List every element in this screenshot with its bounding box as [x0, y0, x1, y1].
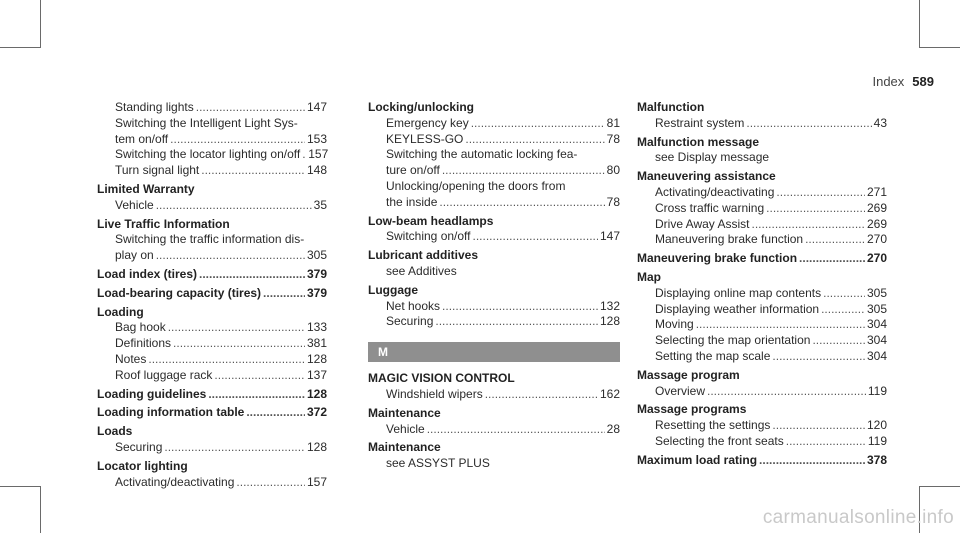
- leader-dots: [766, 201, 865, 217]
- entry-heading: MAGIC VISION CONTROL: [368, 371, 515, 386]
- subentry-row: [637, 116, 887, 132]
- entry-heading-page-ref[interactable]: 128: [306, 386, 327, 401]
- entry-heading-label: Load index (tires): [97, 266, 198, 281]
- subentry-page-ref[interactable]: 147: [599, 229, 620, 244]
- subentry-label-line: Switching the Intelligent Light Sys-: [115, 115, 298, 130]
- entry-heading-page-ref[interactable]: 372: [306, 405, 327, 420]
- index-entry: [368, 283, 620, 330]
- entry-heading: Lubricant additives: [368, 248, 479, 263]
- subentry-page-ref[interactable]: 153: [306, 131, 327, 146]
- subentry-page-ref[interactable]: 271: [866, 184, 887, 199]
- index-entry: [368, 100, 620, 211]
- index-entry: [637, 251, 887, 267]
- subentry-row: [97, 198, 327, 214]
- subentry-page-ref[interactable]: 269: [866, 216, 887, 231]
- entry-heading: Limited Warranty: [97, 181, 195, 196]
- index-entry: [368, 371, 620, 403]
- subentry-row: [97, 100, 327, 116]
- crop-mark-bottom-left-horizontal: [0, 486, 41, 487]
- subentry-page-ref[interactable]: 119: [867, 383, 887, 398]
- leader-dots: [168, 320, 305, 336]
- leader-dots: [821, 302, 865, 318]
- entry-heading: Loads: [97, 424, 133, 439]
- subentry-label: Emergency key: [386, 115, 469, 130]
- entry-heading-row: [97, 286, 327, 302]
- subentry-row: [368, 299, 620, 315]
- subentry-label: Standing lights: [115, 100, 194, 114]
- subentry-page-ref[interactable]: 157: [306, 474, 327, 489]
- entry-heading-row: [97, 405, 327, 421]
- entry-heading: Map: [637, 269, 661, 284]
- index-entry: [368, 248, 620, 280]
- leader-dots: [812, 333, 865, 349]
- subentry-page-ref[interactable]: 35: [313, 197, 327, 212]
- index-column-3: [637, 100, 887, 472]
- subentry-label: KEYLESS-GO: [386, 131, 464, 146]
- subentry-page-ref[interactable]: 270: [866, 232, 887, 247]
- index-entry: [637, 402, 887, 449]
- leader-dots: [799, 251, 865, 267]
- index-entry: [97, 305, 327, 384]
- subentry-row: [97, 368, 327, 384]
- subentry-page-ref[interactable]: 128: [306, 439, 327, 454]
- leader-dots: [696, 317, 865, 333]
- leader-dots: [707, 384, 866, 400]
- page-header: [872, 74, 934, 89]
- subentry-page-ref[interactable]: 137: [306, 367, 327, 382]
- subentry-row: [637, 384, 887, 400]
- subentry-label: Maneuvering brake function: [655, 232, 804, 247]
- subentry-page-ref[interactable]: 28: [606, 421, 620, 436]
- entry-heading: Malfunction: [637, 100, 705, 114]
- entry-heading-label: Maximum load rating: [637, 452, 758, 467]
- leader-dots: [805, 232, 865, 248]
- subentry-label: play on: [115, 248, 154, 263]
- index-entry: [637, 270, 887, 365]
- leader-dots: [173, 336, 305, 352]
- subentry-label: Definitions: [115, 336, 172, 351]
- index-entry: [97, 387, 327, 403]
- subentry-label: Moving: [655, 317, 694, 332]
- subentry-label: Switching on/off: [386, 229, 471, 244]
- subentry-row: [97, 440, 327, 456]
- crop-mark-top-right-horizontal: [919, 47, 960, 48]
- subentry-row: [637, 302, 887, 318]
- subentry-page-ref[interactable]: 128: [599, 314, 620, 329]
- subentry-page-ref[interactable]: 305: [306, 248, 327, 263]
- index-entry: [368, 214, 620, 246]
- subentry-page-ref[interactable]: 305: [866, 285, 887, 300]
- entry-heading-label: Loading information table: [97, 405, 245, 420]
- index-entry: [97, 286, 327, 302]
- leader-dots: [263, 286, 305, 302]
- subentry-label: Overview: [655, 383, 706, 398]
- subentry-row: [637, 232, 887, 248]
- subentry-label: Vehicle: [115, 197, 154, 212]
- index-entry: [97, 459, 327, 491]
- subentry-row: [368, 422, 620, 438]
- index-entry: [97, 267, 327, 283]
- subentry-row: [97, 320, 327, 336]
- subentry-row: [637, 286, 887, 302]
- leader-dots: [473, 229, 598, 245]
- subentry-page-ref[interactable]: 78: [606, 194, 620, 209]
- leader-dots: [214, 368, 305, 384]
- leader-dots: [427, 422, 605, 438]
- index-entry: [97, 100, 327, 179]
- subentry-row: [368, 314, 620, 330]
- entry-heading-page-ref[interactable]: 379: [306, 285, 327, 300]
- leader-dots: [786, 434, 866, 450]
- entry-heading: Low-beam headlamps: [368, 213, 494, 228]
- subentry-label: Activating/deactivating: [655, 184, 775, 199]
- index-entry: [97, 182, 327, 214]
- subentry-page-ref[interactable]: 43: [873, 115, 887, 130]
- entry-heading-row: [637, 453, 887, 469]
- leader-dots: [148, 352, 305, 368]
- subentry-page-ref[interactable]: 132: [599, 298, 620, 313]
- entry-heading-label: Load-bearing capacity (tires): [97, 285, 262, 300]
- leader-dots: [435, 314, 598, 330]
- leader-dots: [776, 185, 865, 201]
- index-entry: [368, 440, 620, 472]
- index-entry: [368, 406, 620, 438]
- index-entry: [637, 100, 887, 132]
- subentry-row: [637, 333, 887, 349]
- entry-heading-row: [97, 387, 327, 403]
- entry-heading: Maneuvering assistance: [637, 169, 776, 184]
- subentry-page-ref[interactable]: 81: [606, 115, 620, 130]
- entry-heading: Massage programs: [637, 402, 747, 417]
- subentry-label: Restraint system: [655, 115, 745, 130]
- subentry-label: Securing: [115, 439, 163, 454]
- subentry-row: [97, 336, 327, 352]
- subentry-label: Selecting the front seats: [655, 433, 784, 448]
- see-reference[interactable]: see Display message: [655, 150, 770, 165]
- watermark-text: carmanualsonline.info: [762, 507, 954, 528]
- entry-heading: Locking/unlocking: [368, 100, 475, 114]
- crop-mark-bottom-left-vertical: [40, 486, 41, 533]
- subentry-page-ref[interactable]: 120: [866, 418, 887, 433]
- crop-mark-top-right-vertical: [919, 0, 920, 48]
- subentry-row: [368, 132, 620, 148]
- subentry-page-ref[interactable]: 269: [866, 200, 887, 215]
- subentry-page-ref[interactable]: 147: [306, 100, 327, 114]
- subentry-page-ref[interactable]: 80: [606, 163, 620, 178]
- subentry-page-ref[interactable]: 381: [306, 336, 327, 351]
- subentry-row: [97, 163, 327, 179]
- subentry-page-ref[interactable]: 128: [306, 351, 327, 366]
- entry-heading-page-ref[interactable]: 378: [866, 452, 887, 467]
- leader-dots: [485, 387, 598, 403]
- subentry-label-line: Switching the traffic information dis-: [115, 232, 305, 247]
- subentry-label: Turn signal light: [115, 163, 200, 178]
- subentry-label: Vehicle: [386, 421, 425, 436]
- subentry-label: Windshield wipers: [386, 386, 483, 401]
- leader-dots: [471, 116, 605, 132]
- subentry-row: [97, 475, 327, 491]
- leader-dots: [442, 299, 598, 315]
- subentry-label: Roof luggage rack: [115, 367, 213, 382]
- subentry-page-ref[interactable]: 148: [306, 163, 327, 178]
- crop-mark-top-left-horizontal: [0, 47, 41, 48]
- section-letter-bar: M: [368, 342, 620, 362]
- crop-mark-bottom-right-horizontal: [919, 486, 960, 487]
- subentry-label: tem on/off: [115, 131, 169, 146]
- entry-heading-row: [637, 251, 887, 267]
- subentry-page-ref[interactable]: 304: [866, 333, 887, 348]
- subentry-page-ref[interactable]: 305: [866, 301, 887, 316]
- entry-heading: Malfunction message: [637, 134, 760, 149]
- subentry-label-line: Switching the automatic locking fea-: [386, 147, 578, 162]
- subentry-page-ref[interactable]: 133: [306, 320, 327, 335]
- leader-dots: [746, 116, 871, 132]
- subentry-label: Drive Away Assist: [655, 216, 750, 231]
- leader-dots: [442, 163, 605, 179]
- subentry-row: [97, 248, 327, 264]
- subentry-label: Securing: [386, 314, 434, 329]
- subentry-page-ref[interactable]: 304: [866, 317, 887, 332]
- subentry-page-ref[interactable]: 162: [599, 386, 620, 401]
- subentry-label: Switching the locator lighting on/off: [115, 147, 301, 162]
- entry-heading: Massage program: [637, 367, 740, 382]
- index-entry: [637, 135, 887, 167]
- subentry-row: [97, 132, 327, 148]
- subentry-label: the inside: [386, 194, 438, 209]
- subentry-label: Setting the map scale: [655, 348, 771, 363]
- subentry-page-ref[interactable]: 304: [866, 348, 887, 363]
- subentry-row: [637, 201, 887, 217]
- subentry-label: Selecting the map orientation: [655, 333, 811, 348]
- subentry-row: [97, 352, 327, 368]
- subentry-label: Bag hook: [115, 320, 166, 335]
- section-title: Index: [872, 74, 905, 89]
- leader-dots: [201, 163, 305, 179]
- index-entry: [97, 424, 327, 456]
- leader-dots: [302, 147, 306, 163]
- page-number: 589: [912, 74, 934, 89]
- index-entry: [637, 368, 887, 400]
- see-reference[interactable]: see ASSYST PLUS: [386, 456, 490, 471]
- subentry-row: [368, 116, 620, 132]
- index-entry: [637, 453, 887, 469]
- leader-dots: [156, 248, 305, 264]
- leader-dots: [236, 475, 305, 491]
- subentry-row: [637, 349, 887, 365]
- subentry-label: ture on/off: [386, 163, 440, 178]
- subentry-label-line: Unlocking/opening the doors from: [386, 178, 566, 193]
- entry-heading-row: [97, 267, 327, 283]
- subentry-row: [637, 317, 887, 333]
- subentry-row: [637, 434, 887, 450]
- entry-heading-label: Loading guidelines: [97, 386, 207, 401]
- subentry-row: [368, 229, 620, 245]
- leader-dots: [196, 100, 305, 116]
- subentry-page-ref[interactable]: 157: [308, 147, 329, 162]
- leader-dots: [439, 195, 604, 211]
- subentry-row: [637, 185, 887, 201]
- leader-dots: [208, 387, 305, 403]
- index-column-2: [368, 100, 620, 475]
- leader-dots: [465, 132, 604, 148]
- subentry-row: [368, 163, 620, 179]
- subentry-label: Resetting the settings: [655, 418, 771, 433]
- subentry-label: Displaying online map contents: [655, 285, 822, 300]
- subentry-page-ref[interactable]: 78: [606, 131, 620, 146]
- subentry-label: Displaying weather information: [655, 301, 820, 316]
- subentry-label: Net hooks: [386, 298, 441, 313]
- leader-dots: [164, 440, 305, 456]
- leader-dots: [156, 198, 312, 214]
- subentry-row: [368, 195, 620, 211]
- leader-dots: [823, 286, 865, 302]
- subentry-row: [368, 387, 620, 403]
- index-column-1: [97, 100, 327, 493]
- leader-dots: [772, 349, 865, 365]
- crop-mark-top-left-vertical: [40, 0, 41, 48]
- subentry-row: [97, 147, 327, 163]
- entry-heading: Loading: [97, 304, 144, 319]
- index-entry: [637, 169, 887, 248]
- subentry-row: [637, 418, 887, 434]
- subentry-label: Cross traffic warning: [655, 200, 765, 215]
- leader-dots: [759, 453, 865, 469]
- leader-dots: [170, 132, 305, 148]
- entry-heading: Locator lighting: [97, 458, 188, 473]
- subentry-page-ref[interactable]: 119: [867, 433, 887, 448]
- entry-heading: Live Traffic Information: [97, 216, 230, 231]
- subentry-label: Activating/deactivating: [115, 474, 235, 489]
- index-entry: [97, 405, 327, 421]
- entry-heading-label: Maneuvering brake function: [637, 251, 798, 266]
- entry-heading: Luggage: [368, 282, 418, 297]
- leader-dots: [199, 267, 305, 283]
- leader-dots: [751, 217, 864, 233]
- subentry-row: [637, 217, 887, 233]
- leader-dots: [246, 405, 305, 421]
- subentry-label: Notes: [115, 351, 147, 366]
- index-entry: [97, 217, 327, 264]
- entry-heading-page-ref[interactable]: 379: [306, 266, 327, 281]
- entry-heading-page-ref[interactable]: 270: [866, 251, 887, 266]
- entry-heading: Maintenance: [368, 440, 441, 455]
- see-reference[interactable]: see Additives: [386, 263, 457, 278]
- leader-dots: [772, 418, 865, 434]
- entry-heading: Maintenance: [368, 405, 441, 420]
